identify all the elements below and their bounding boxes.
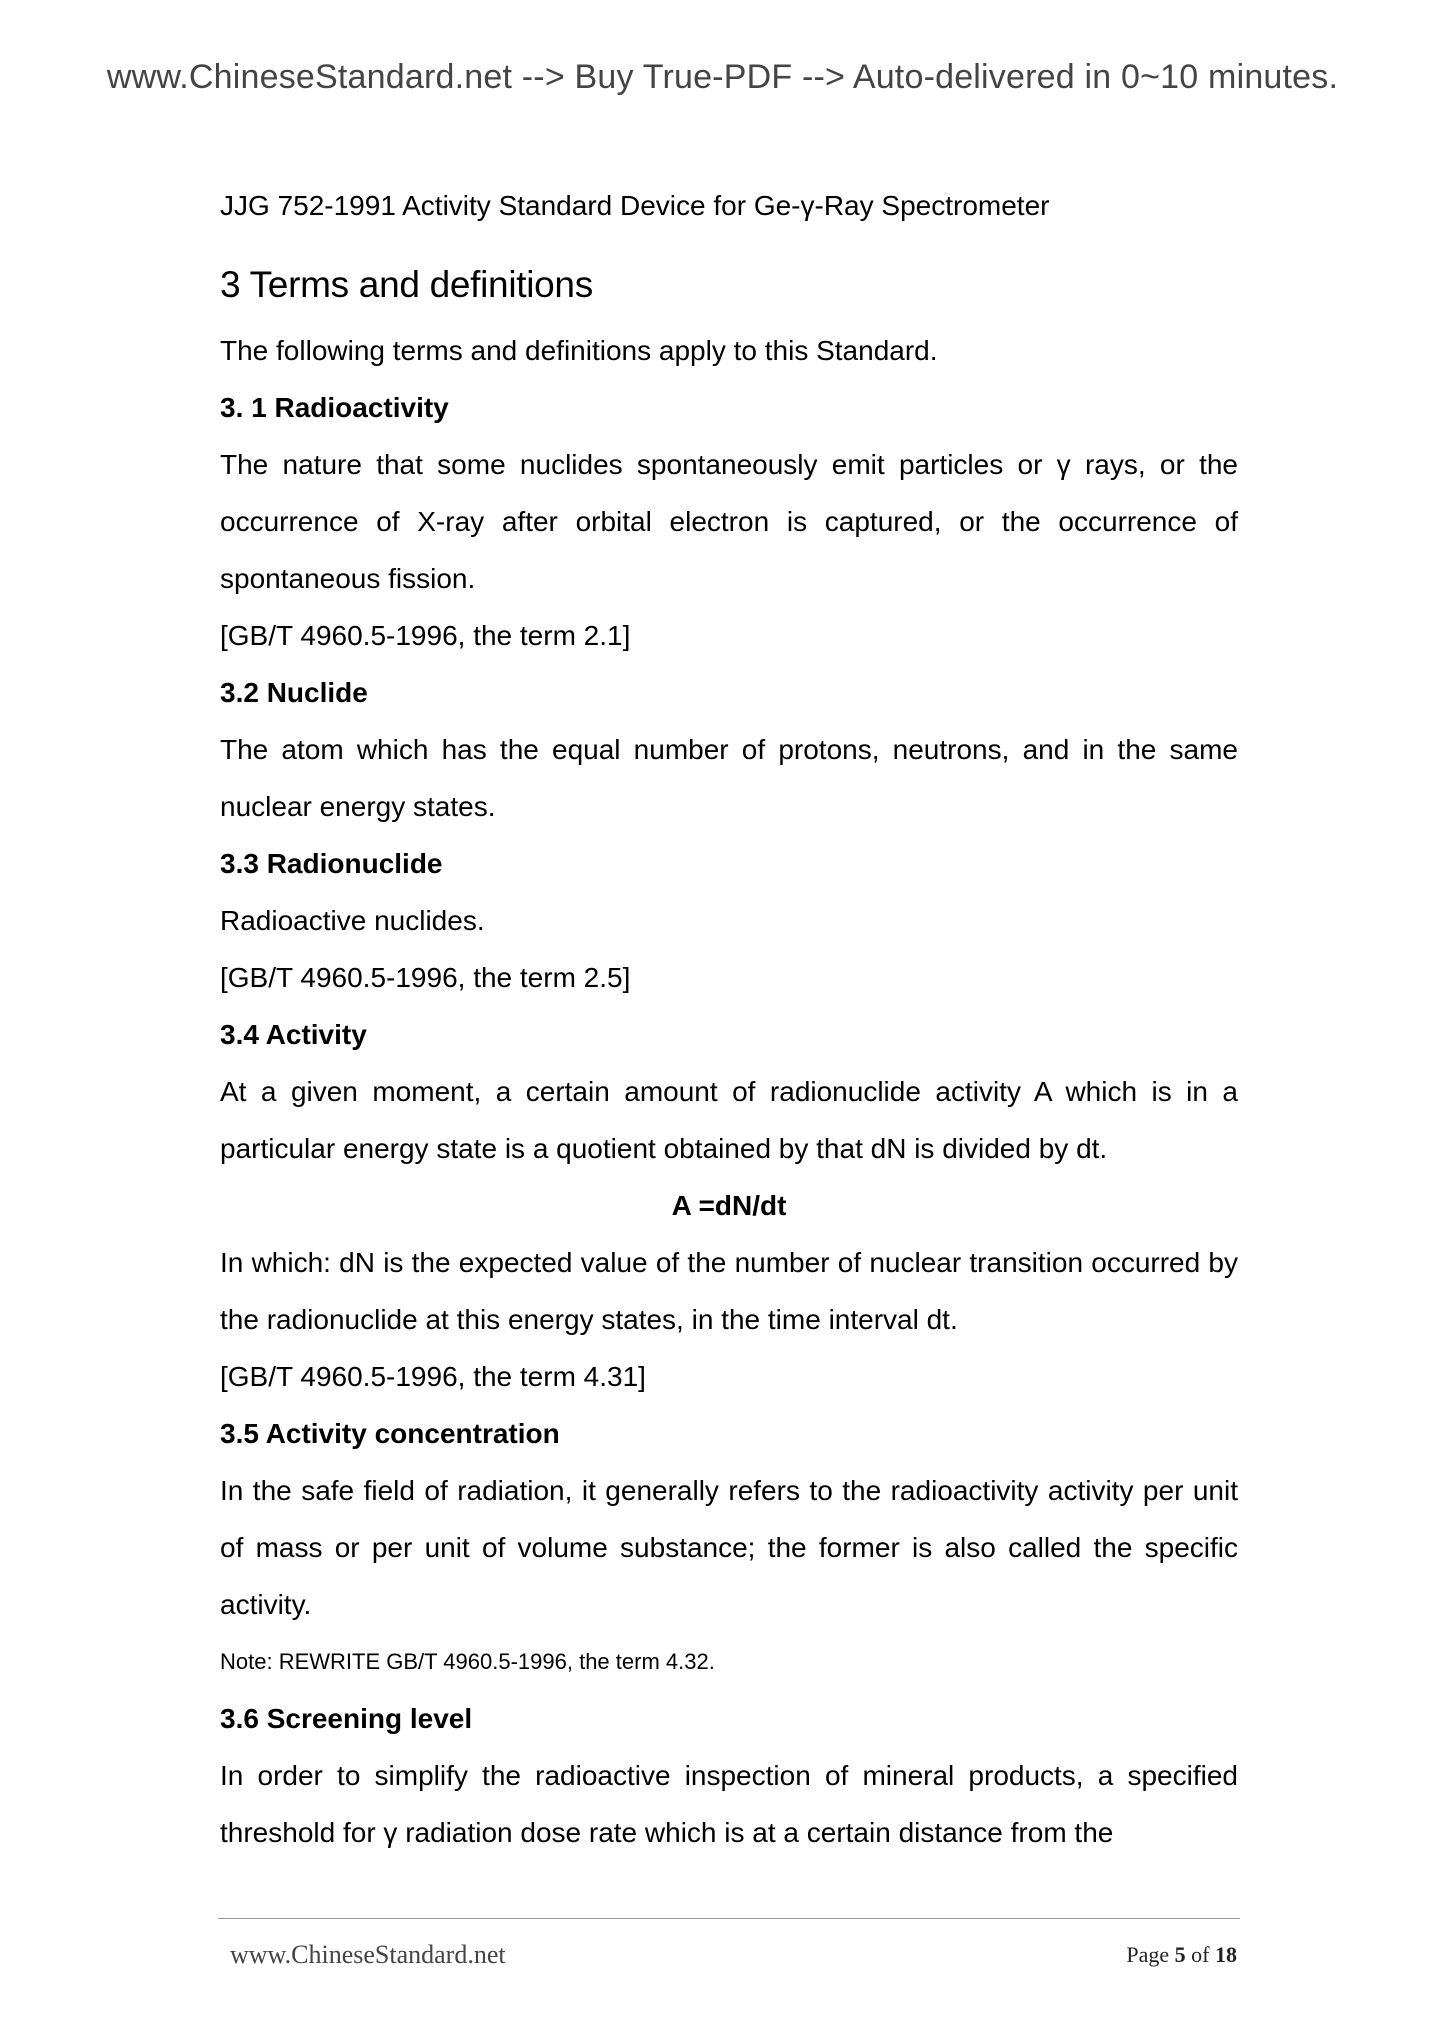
term-heading-activity-concentration: 3.5 Activity concentration [220, 1418, 560, 1449]
formula-explanation: In which: dN is the expected value of the number of nuclear transition occurred by the radionuclide at this energy states, in the time interval dt. [220, 1247, 1238, 1335]
term-heading-activity: 3.4 Activity [220, 1019, 367, 1050]
term-body-activity: At a given moment, a certain amount of radionuclide activity A which is in a particular energy state is a quotient obtained by that dN is divided by dt. [220, 1076, 1238, 1164]
page-number [1126, 1942, 1237, 1968]
activity-formula: A =dN/dt [671, 1190, 787, 1221]
page-of: of [1191, 1942, 1210, 1967]
term-heading-screening-level: 3.6 Screening level [220, 1703, 473, 1734]
term-body-radionuclide: Radioactive nuclides. [220, 905, 485, 936]
document-title: JJG 752-1991 Activity Standard Device for Ge-γ-Ray Spectrometer [220, 190, 1050, 221]
footer-divider [218, 1918, 1240, 1919]
section-heading: 3 Terms and definitions [220, 264, 593, 305]
term-reference: [GB/T 4960.5-1996, the term 2.5] [220, 962, 631, 993]
term-heading-radioactivity: 3. 1 Radioactivity [220, 392, 449, 423]
term-body-activity-concentration: In the safe field of radiation, it generally refers to the radioactivity activity per unit of mass or per unit of volume substance; the former is also called the specific activity. [220, 1475, 1238, 1620]
term-reference: [GB/T 4960.5-1996, the term 2.1] [220, 620, 631, 651]
intro-paragraph: The following terms and definitions apply to this Standard. [220, 335, 938, 366]
term-heading-radionuclide: 3.3 Radionuclide [220, 848, 443, 879]
term-body-radioactivity: The nature that some nuclides spontaneously emit particles or γ rays, or the occurrence of X-ray after orbital electron is captured, or the occurrence of spontaneous fission. [220, 449, 1238, 594]
footer-site-link[interactable]: www.ChineseStandard.net [230, 1940, 506, 1969]
term-body-nuclide: The atom which has the equal number of protons, neutrons, and in the same nuclear energy states. [220, 734, 1238, 822]
document-body [220, 190, 1238, 1861]
term-heading-nuclide: 3.2 Nuclide [220, 677, 368, 708]
term-note: Note: REWRITE GB/T 4960.5-1996, the term 4.32. [220, 1649, 715, 1674]
term-body-screening-level: In order to simplify the radioactive inspection of mineral products, a specified threshold for γ radiation dose rate which is at a certain distance from the [220, 1760, 1238, 1848]
term-reference: [GB/T 4960.5-1996, the term 4.31] [220, 1361, 646, 1392]
page-label: Page [1126, 1942, 1170, 1967]
header-banner: www.ChineseStandard.net --> Buy True-PDF --> Auto-delivered in 0~10 minutes. [106, 58, 1339, 96]
page-total: 18 [1215, 1942, 1237, 1967]
page-current: 5 [1174, 1942, 1186, 1967]
